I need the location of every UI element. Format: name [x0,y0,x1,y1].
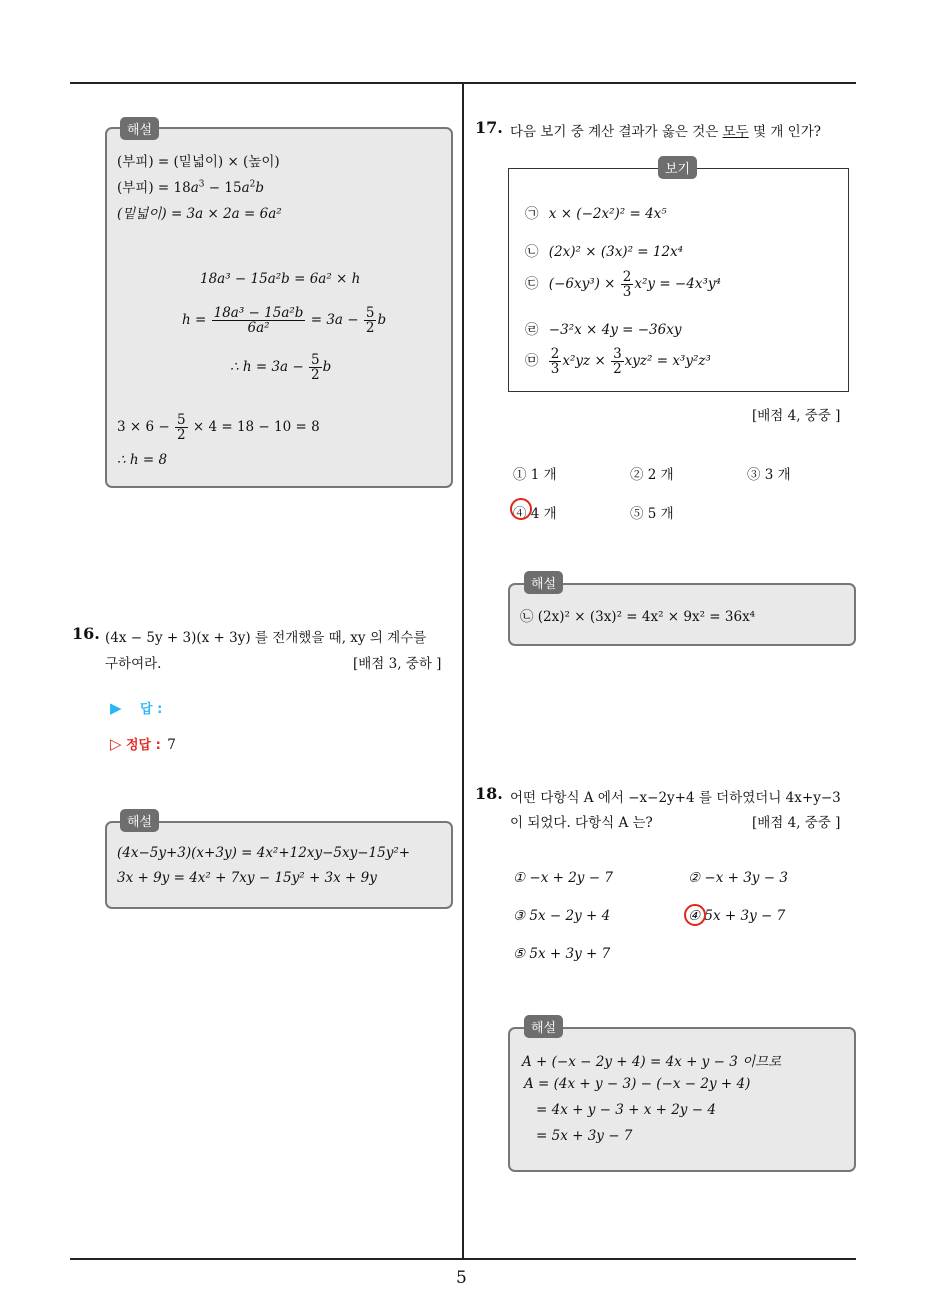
q15-eq-3: ∴ h = 3a − $\frac{5}{2}$ b [230,352,332,384]
q17-solution-tag: 해설 [524,571,563,594]
q15-sol-line-2: (부피) = $18a^3 - 15a^2b$ [117,179,265,196]
q18-sol-line-2: A = (4x + y − 3) − (−x − 2y + 4) [524,1076,751,1092]
q18-sol-line-1: A + (−x − 2y + 4) = 4x + y − 3 이므로 [522,1054,782,1070]
q15-eq-2: h = $\frac{\text{18a³ − 15a²b}}{\text{6a²}}$ = 3a − $\frac{5}{2}$ b [182,305,387,337]
q16-text-line-1: (4x − 5y + 3)(x + 3y) 를 전개했을 때, xy 의 계수를 [105,630,427,646]
q17-choice-5[interactable]: ⑤ 5 개 [630,506,674,522]
q16-sol-line-2: 3x + 9y = 4x² + 7xy − 15y² + 3x + 9y [117,870,377,886]
q18-solution-tag: 해설 [524,1015,563,1038]
q18-choice-3[interactable]: ③ 5x − 2y + 4 [513,908,611,924]
q16-answer-row [110,698,162,717]
q18-choice-2[interactable]: ② −x + 3y − 3 [688,870,788,886]
q16-correct-row [110,734,176,753]
bottom-rule [70,1258,856,1260]
q16-solution-box [105,821,453,909]
q18-selected-mark [684,904,706,926]
q17-item-3: ㉢ (−6xy³) × $\frac{2}{3}$ x²y = −4x³y⁴ [525,269,721,301]
q16-text-line-2: 구하여라. [105,656,162,672]
q18-text-line-1: 어떤 다항식 A 에서 −x−2y+4 를 더하였더니 4x+y−3 [510,790,841,806]
q15-eq-4: 3 × 6 − $\frac{5}{2}$ × 4 = 18 − 10 = 8 [117,412,320,444]
q17-item-5: ㉤ $\frac{2}{3}$ x²yz × $\frac{3}{2}$ xyz² = x³y²z³ [525,346,711,378]
q17-text: 다음 보기 중 계산 결과가 옳은 것은 모두 몇 개 인가? [510,124,821,140]
q17-emphasis: 모두 [722,124,749,140]
q17-choice-3[interactable]: ③ 3 개 [747,467,791,483]
q17-choice-1[interactable]: ① 1 개 [513,467,557,483]
q16-correct-value: 7 [167,737,176,753]
q18-choice-1[interactable]: ① −x + 2y − 7 [513,870,613,886]
page-number: 5 [456,1268,467,1288]
q15-solution-tag: 해설 [120,117,159,140]
q16-sol-line-1: (4x−5y+3)(x+3y) = 4x²+12xy−5xy−15y²+ [117,845,411,861]
q16-solution-tag: 해설 [120,809,159,832]
play-arrow-icon: ▶ [110,699,122,717]
q17-choice-2[interactable]: ② 2 개 [630,467,674,483]
q16-correct-label: 정답 : [126,738,161,753]
hollow-arrow-icon: ▷ [110,735,122,753]
q17-selected-mark [510,498,532,520]
q15-eq-5: ∴ h = 8 [117,452,168,468]
q17-sol-line: ㉡ (2x)² × (3x)² = 4x² × 9x² = 36x⁴ [520,609,756,625]
q18-choice-5[interactable]: ⑤ 5x + 3y + 7 [513,946,611,962]
q18-choice-4[interactable]: ④ 5x + 3y − 7 [688,908,786,924]
q16-answer-label: 답 : [140,702,163,717]
q17-number: 17. [475,118,503,137]
q18-solution-box [508,1027,856,1172]
q17-bogi-tag: 보기 [658,156,697,179]
q17-item-2: ㉡ (2x)² × (3x)² = 12x⁴ [525,244,684,260]
column-divider [462,83,464,1258]
q18-sol-line-3: = 4x + y − 3 + x + 2y − 4 [536,1102,716,1118]
q17-item-1: ㉠ x × (−2x²)² = 4x⁵ [525,206,667,222]
q15-eq-1: 18a³ − 15a²b = 6a² × h [200,271,361,287]
q15-sol-line-3: (밑넓이) = 3a × 2a = 6a² [117,206,282,222]
q18-text-line-2: 이 되었다. 다항식 A 는? [510,815,653,831]
q18-number: 18. [475,784,503,803]
q17-item-4: ㉣ −3²x × 4y = −36xy [525,322,682,338]
q15-sol-line-1: (부피) = (밑넓이) × (높이) [117,154,280,170]
q16-score: [배점 3, 중하 ] [353,656,442,672]
q18-sol-line-4: = 5x + 3y − 7 [536,1128,633,1144]
q17-score: [배점 4, 중중 ] [752,408,841,424]
q18-score: [배점 4, 중중 ] [752,815,841,831]
q16-number: 16. [72,624,100,643]
q17-choice-4[interactable]: ④ 4 개 [513,506,557,522]
